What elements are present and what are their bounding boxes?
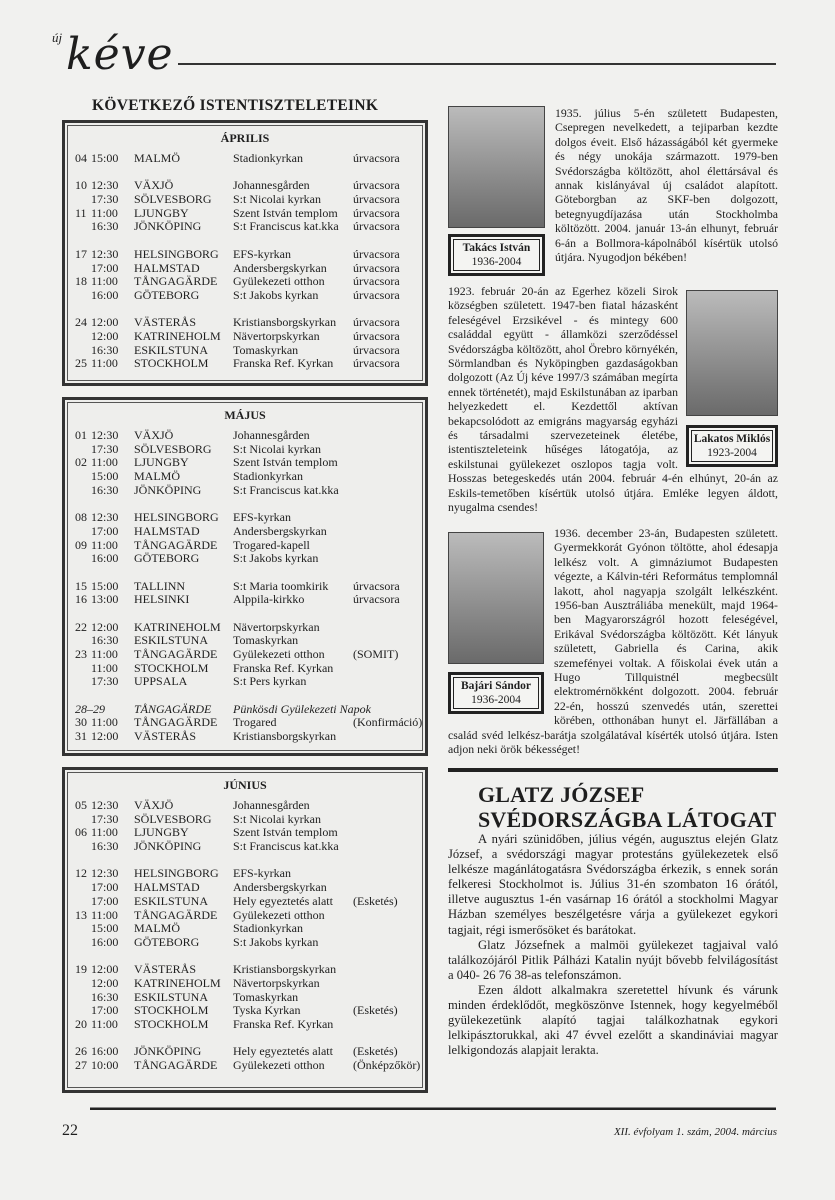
service-row bbox=[73, 963, 417, 977]
service-time: 17:00 bbox=[91, 893, 119, 908]
service-day: 31 bbox=[75, 729, 87, 744]
service-time: 12:00 bbox=[91, 729, 119, 744]
service-city: STOCKHOLM bbox=[134, 660, 209, 675]
spacer bbox=[73, 166, 417, 180]
service-place: Nävertorpskyrkan bbox=[233, 328, 320, 343]
service-place: Andersbergskyrkan bbox=[233, 880, 327, 895]
service-row bbox=[73, 813, 417, 827]
service-city: MALMÖ bbox=[134, 469, 181, 484]
page-number: 22 bbox=[62, 1122, 78, 1139]
service-place: S:t Nicolai kyrkan bbox=[233, 441, 321, 456]
service-city: VÄXJÖ bbox=[134, 178, 174, 193]
service-city: TALLINN bbox=[134, 578, 186, 593]
service-row bbox=[73, 316, 417, 330]
service-place: S:t Franciscus kat.kka bbox=[233, 482, 339, 497]
service-city: STOCKHOLM bbox=[134, 1003, 209, 1018]
service-time: 17:00 bbox=[91, 1003, 119, 1018]
service-day: 12 bbox=[75, 866, 87, 881]
service-place: S:t Jakobs kyrkan bbox=[233, 934, 319, 949]
service-note: úrvacsora bbox=[353, 315, 400, 330]
service-time: 16:30 bbox=[91, 482, 119, 497]
service-day: 16 bbox=[75, 592, 87, 607]
service-note: (Esketés) bbox=[353, 893, 398, 908]
service-time: 11:00 bbox=[91, 907, 118, 922]
service-row bbox=[73, 179, 417, 193]
service-place: S:t Pers kyrkan bbox=[233, 674, 307, 689]
service-place: Franska Ref. Kyrkan bbox=[233, 660, 334, 675]
service-city: LJUNGBY bbox=[134, 455, 189, 470]
service-city: TÅNGAGÄRDE bbox=[134, 701, 212, 716]
month-title: ÁPRILIS bbox=[220, 131, 270, 145]
article-body bbox=[448, 832, 778, 1058]
spacer bbox=[73, 950, 417, 964]
service-note: (Esketés) bbox=[353, 1003, 398, 1018]
service-time: 12:00 bbox=[91, 619, 119, 634]
page-title: KÖVETKEZŐ ISTENTISZTELETEINK bbox=[92, 97, 379, 114]
obituary-lakatos bbox=[448, 284, 778, 526]
service-time: 11:00 bbox=[91, 1017, 118, 1031]
service-time: 17:30 bbox=[91, 811, 119, 826]
service-time: 12:00 bbox=[91, 328, 119, 343]
service-day: 06 bbox=[75, 825, 87, 840]
service-city: HALMSTAD bbox=[134, 523, 200, 538]
service-time: 12:30 bbox=[91, 428, 119, 442]
service-place: Tomaskyrkan bbox=[233, 633, 299, 648]
service-day: 24 bbox=[75, 315, 87, 330]
service-time: 10:00 bbox=[91, 1058, 119, 1073]
service-day: 27 bbox=[75, 1058, 87, 1073]
service-time: 16:30 bbox=[91, 839, 119, 854]
service-time: 12:30 bbox=[91, 798, 119, 812]
service-note: (SOMIT) bbox=[353, 647, 399, 661]
service-place: Gyülekezeti otthon bbox=[233, 907, 325, 922]
service-place: Andersbergskyrkan bbox=[233, 523, 327, 538]
service-place: S:t Nicolai kyrkan bbox=[233, 811, 321, 826]
service-place: Gyülekezeti otthon bbox=[233, 274, 325, 289]
month-title: JÚNIUS bbox=[223, 778, 267, 792]
service-place: Andersbergskyrkan bbox=[233, 260, 327, 275]
name-caption: Takács István 1936-2004 bbox=[448, 234, 545, 276]
service-city: KATRINEHOLM bbox=[134, 619, 221, 634]
service-city: HELSINKI bbox=[134, 592, 190, 607]
portrait-photo bbox=[448, 106, 545, 228]
service-time: 15:00 bbox=[91, 578, 119, 593]
service-row bbox=[73, 525, 417, 539]
spacer bbox=[73, 607, 417, 621]
schedule-april bbox=[62, 120, 428, 386]
service-city: VÄSTERÅS bbox=[134, 315, 197, 330]
obituaries bbox=[448, 106, 778, 757]
service-note: úrvacsora bbox=[353, 219, 400, 234]
obituary-bajari bbox=[448, 526, 778, 757]
obituary-text: 1923. február 20-án az Egerhez közeli Sirok községben született. 1947-ben fiatal házasként feleségével Erzsikével - és mintegy 600 családdal együtt - államközi szerződéssel Svédországba költözött, ahol Örebro környékén, Sörmlandban és Nyköpingben gazdaságokban dolgozott (Az Új kéve 1997/3 számában megírta ennek történetét), majd Eskilstunában az iparban helyezkedett el. Kezdettől aktívan bekapcsolódott az emigráns magyarság egyházi és társadalmi szervezeteinek életébe, istentiszteleteink hűséges látogatója, az eskilstunai gyülekezet oszlopos tagja volt. Hosszas betegeskedés után 2004. február 4-én elhúnyt, 20-án az Eskils-temetőben kísértük utolsó útjára. Emléke legyen áldott, nyugalma csendes! bbox=[448, 284, 778, 515]
service-time: 12:00 bbox=[91, 315, 119, 330]
service-city: SÖLVESBORG bbox=[134, 192, 212, 207]
service-city: ESKILSTUNA bbox=[134, 342, 208, 357]
service-row bbox=[73, 552, 417, 566]
service-row bbox=[73, 991, 417, 1005]
service-time: 16:30 bbox=[91, 219, 119, 234]
service-time: 15:00 bbox=[91, 469, 119, 484]
service-time: 16:00 bbox=[91, 287, 119, 302]
service-row bbox=[73, 443, 417, 457]
service-time: 16:00 bbox=[91, 551, 119, 566]
service-place: S:t Nicolai kyrkan bbox=[233, 192, 321, 207]
service-row bbox=[73, 470, 417, 484]
service-row bbox=[73, 730, 417, 744]
service-day: 15 bbox=[75, 578, 87, 593]
service-time: 16:30 bbox=[91, 989, 119, 1004]
service-place: Hely egyeztetés alatt bbox=[233, 893, 333, 908]
service-place: Stadionkyrkan bbox=[233, 469, 303, 484]
service-day: 08 bbox=[75, 510, 87, 525]
service-note: úrvacsora bbox=[353, 192, 400, 207]
service-time: 12:30 bbox=[91, 178, 119, 193]
service-place: Gyülekezeti otthon bbox=[233, 647, 325, 661]
service-city: GÖTEBORG bbox=[134, 934, 200, 949]
logo: kéve bbox=[66, 29, 174, 80]
service-city: MALMÖ bbox=[134, 151, 181, 165]
service-day: 19 bbox=[75, 962, 87, 977]
service-time: 16:00 bbox=[91, 934, 119, 949]
article-title: GLATZ JÓZSEF SVÉDORSZÁGBA LÁTOGAT bbox=[478, 782, 777, 832]
service-place: Johannesgården bbox=[233, 178, 310, 193]
service-place: Stadionkyrkan bbox=[233, 921, 303, 936]
service-day: 09 bbox=[75, 537, 87, 552]
service-day: 30 bbox=[75, 715, 87, 730]
service-row bbox=[73, 675, 417, 689]
service-place: Trogared bbox=[233, 715, 277, 730]
service-row bbox=[73, 262, 417, 276]
logo-small: új bbox=[52, 30, 63, 45]
service-time: 12:30 bbox=[91, 246, 119, 261]
service-row bbox=[73, 799, 417, 813]
service-city: VÄXJÖ bbox=[134, 428, 174, 442]
spacer bbox=[73, 566, 417, 580]
service-place: Tomaskyrkan bbox=[233, 342, 299, 357]
service-time: 11:00 bbox=[91, 356, 118, 371]
service-place: S:t Jakobs kyrkan bbox=[233, 287, 319, 302]
service-place: Kristiansborgskyrkan bbox=[233, 315, 337, 330]
service-city: HALMSTAD bbox=[134, 880, 200, 895]
service-time: 16:30 bbox=[91, 342, 119, 357]
service-row bbox=[73, 621, 417, 635]
service-place: Tomaskyrkan bbox=[233, 989, 299, 1004]
service-row bbox=[73, 1058, 421, 1073]
service-time: 17:30 bbox=[91, 441, 119, 456]
service-city: JÖNKÖPING bbox=[134, 482, 202, 497]
service-note: (Önképzőkör) bbox=[353, 1058, 421, 1073]
service-city: MALMÖ bbox=[134, 921, 181, 936]
service-time: 12:30 bbox=[91, 510, 119, 525]
service-day: 13 bbox=[75, 907, 87, 922]
service-city: ESKILSTUNA bbox=[134, 893, 208, 908]
service-place: Szent István templom bbox=[233, 825, 338, 840]
portrait-photo bbox=[686, 290, 778, 416]
service-day: 02 bbox=[75, 455, 87, 470]
service-row bbox=[73, 840, 417, 854]
service-row bbox=[73, 662, 417, 676]
section-divider bbox=[448, 768, 778, 772]
service-city: LJUNGBY bbox=[134, 205, 189, 220]
obituary-takacs bbox=[448, 106, 778, 284]
service-row bbox=[73, 289, 417, 303]
service-row bbox=[73, 152, 417, 166]
service-place: Stadionkyrkan bbox=[233, 151, 303, 165]
service-place: Szent István templom bbox=[233, 205, 338, 220]
service-city: VÄSTERÅS bbox=[134, 962, 197, 977]
service-row bbox=[73, 275, 417, 289]
service-row bbox=[73, 1045, 417, 1059]
service-note: úrvacsora bbox=[353, 205, 400, 220]
spacer bbox=[73, 854, 417, 868]
service-city: TÅNGAGÄRDE bbox=[134, 537, 218, 552]
service-note: úrvacsora bbox=[353, 356, 400, 371]
service-place: Gyülekezeti otthon bbox=[233, 1058, 325, 1073]
service-time: 11:00 bbox=[91, 715, 118, 730]
service-city: HELSINGBORG bbox=[134, 866, 219, 881]
service-city: KATRINEHOLM bbox=[134, 328, 221, 343]
service-note: úrvacsora bbox=[353, 578, 400, 593]
service-place: Johannesgården bbox=[233, 798, 310, 812]
obituary-text: 1936. december 23-án, Budapesten született. Gyermekkorát Gyónon töltötte, ahol édesapja lelkész volt. A gimnáziumot Budapesten végezte, a Kálvin-téri Református templomnál lakott, ahol nagyapja szolgált lelkészként. 1956-ban Ausztráliába menekült, majd 1964-ben Magyarországról hozott feleségével, Erikával Svédországba költözött. Két lányuk született, Gabriella és Carina, akik szemefényei voltak. A főiskolai évek után a Hugo Tillquistnél megbecsült elektromérnökként dolgozott. 2004. február 22-én, hosszú szenvedés után, szerettei körében, otthonában hunyt el. Järfällában a család svéd lelkész-barátja szolgálatával kísérték utolsó útjára. Isten adjon neki örök békességet! bbox=[448, 526, 778, 757]
service-row bbox=[73, 344, 417, 358]
service-row bbox=[73, 248, 417, 262]
service-city: HELSINGBORG bbox=[134, 246, 219, 261]
service-place: Tyska Kyrkan bbox=[233, 1003, 301, 1018]
service-row bbox=[73, 715, 423, 730]
service-place: EFS-kyrkan bbox=[233, 246, 291, 261]
article-paragraph: A nyári szünidőben, július végén, augusztus elején Glatz József, a svédországi magyar protestáns gyülekezetek első lelkésze magánlátogatásra Svédországba érkezik, s ennek során felkeresi Stockholmot is. Július 31-én szombaton 16 órától, illetve augusztus 1-én vasárnap 16 órától a stockholmi Magyar Házban személyes beszélgetésre várja a gyülekezet egykori tagjait, régi ismerősöket és barátokat. bbox=[448, 832, 778, 937]
service-place: Johannesgården bbox=[233, 428, 310, 442]
service-row bbox=[73, 922, 417, 936]
service-note: úrvacsora bbox=[353, 592, 400, 607]
service-time: 15:00 bbox=[91, 921, 119, 936]
service-day: 28–29 bbox=[75, 701, 105, 716]
service-day: 22 bbox=[75, 619, 87, 634]
service-city: GÖTEBORG bbox=[134, 551, 200, 566]
service-time: 13:00 bbox=[91, 592, 119, 607]
service-place: S:t Jakobs kyrkan bbox=[233, 551, 319, 566]
service-row bbox=[73, 909, 417, 923]
portrait-photo bbox=[448, 532, 544, 664]
service-place: EFS-kyrkan bbox=[233, 866, 291, 881]
service-row bbox=[73, 648, 417, 662]
service-place: S:t Franciscus kat.kka bbox=[233, 219, 339, 234]
service-city: STOCKHOLM bbox=[134, 1017, 209, 1031]
service-note: (Esketés) bbox=[353, 1044, 398, 1059]
header-rule bbox=[178, 63, 776, 65]
service-row bbox=[73, 207, 417, 221]
service-city: GÖTEBORG bbox=[134, 287, 200, 302]
service-row bbox=[73, 895, 417, 909]
service-note: úrvacsora bbox=[353, 151, 400, 165]
article-paragraph: Glatz Józsefnek a malmöi gyülekezet tagjaival való találkozójáról Pitlik Pálházi Katalin nyújt bővebb felvilágosítást a 040- 26 76 38-as telefonszámon. bbox=[448, 937, 778, 982]
service-place: Nävertorpskyrkan bbox=[233, 619, 320, 634]
service-row bbox=[73, 357, 417, 371]
name-caption: Lakatos Miklós 1923-2004 bbox=[686, 425, 778, 467]
service-time: 12:00 bbox=[91, 975, 119, 990]
service-time: 16:30 bbox=[91, 633, 119, 648]
service-place: Hely egyeztetés alatt bbox=[233, 1044, 333, 1059]
service-city: TÅNGAGÄRDE bbox=[134, 715, 218, 730]
service-time: 11:00 bbox=[91, 205, 118, 220]
service-time: 12:30 bbox=[91, 866, 119, 881]
service-time: 11:00 bbox=[91, 537, 118, 552]
service-city: VÄSTERÅS bbox=[134, 729, 197, 744]
spacer bbox=[73, 234, 417, 248]
service-day: 04 bbox=[75, 151, 87, 165]
service-city: TÅNGAGÄRDE bbox=[134, 647, 218, 661]
service-row bbox=[73, 330, 417, 344]
service-city: SÖLVESBORG bbox=[134, 441, 212, 456]
spacer bbox=[73, 689, 417, 703]
service-place: S:t Franciscus kat.kka bbox=[233, 839, 339, 854]
issue-info: XII. évfolyam 1. szám, 2004. március bbox=[613, 1126, 777, 1138]
month-title: MÁJUS bbox=[224, 408, 266, 422]
service-row bbox=[73, 193, 417, 207]
service-row bbox=[73, 511, 417, 525]
service-place: Szent István templom bbox=[233, 455, 338, 470]
service-time: 11:00 bbox=[91, 660, 118, 675]
service-row bbox=[73, 456, 417, 470]
service-time: 17:30 bbox=[91, 674, 119, 689]
service-time: 11:00 bbox=[91, 825, 118, 840]
service-row bbox=[73, 867, 417, 881]
service-time: 17:00 bbox=[91, 523, 119, 538]
service-place: Kristiansborgskyrkan bbox=[233, 729, 337, 744]
service-city: JÖNKÖPING bbox=[134, 1044, 202, 1059]
service-place: EFS-kyrkan bbox=[233, 510, 291, 525]
service-day: 11 bbox=[75, 205, 87, 220]
service-row bbox=[73, 484, 417, 498]
service-time: 17:00 bbox=[91, 880, 119, 895]
service-city: JÖNKÖPING bbox=[134, 219, 202, 234]
service-day: 26 bbox=[75, 1044, 87, 1059]
service-day: 23 bbox=[75, 647, 87, 661]
service-row bbox=[73, 936, 417, 950]
service-city: TÅNGAGÄRDE bbox=[134, 1058, 218, 1073]
service-city: JÖNKÖPING bbox=[134, 839, 202, 854]
service-row bbox=[73, 539, 417, 553]
service-note: úrvacsora bbox=[353, 342, 400, 357]
service-place: Kristiansborgskyrkan bbox=[233, 962, 337, 977]
service-time: 11:00 bbox=[91, 455, 118, 470]
spacer bbox=[73, 303, 417, 317]
service-city: ESKILSTUNA bbox=[134, 633, 208, 648]
service-row bbox=[73, 220, 417, 234]
service-city: STOCKHOLM bbox=[134, 356, 209, 371]
service-day: 10 bbox=[75, 178, 87, 193]
service-row bbox=[73, 593, 417, 607]
service-city: TÅNGAGÄRDE bbox=[134, 907, 218, 922]
obituary-text: 1935. július 5-én született Budapesten, Csepregen nevelkedett, a tejiparban kezdte dolgos éveit. Első házasságából két gyermeke és négy unokája származott. 1979-ben Svédországba költözött, ahol élettársával és annak kislányával új családot alapított. Göteborgban az SKF-ben dolgozott, betegnyugdíjazása után Stockholmba költözött. 2004. január 13-án elhunyt, február 6-án a Bollmora-kápolnából kísértük utolsó útjára. Nyugodjon békében! bbox=[555, 106, 778, 265]
service-place: S:t Maria toomkirik bbox=[233, 578, 329, 593]
service-city: SÖLVESBORG bbox=[134, 811, 212, 826]
service-time: 11:00 bbox=[91, 274, 118, 289]
service-day: 01 bbox=[75, 428, 87, 442]
service-place: Franska Ref. Kyrkan bbox=[233, 1017, 334, 1031]
service-note: úrvacsora bbox=[353, 260, 400, 275]
service-time: 15:00 bbox=[91, 151, 119, 165]
service-place: Nävertorpskyrkan bbox=[233, 975, 320, 990]
service-row bbox=[73, 826, 417, 840]
service-day: 25 bbox=[75, 356, 87, 371]
service-city: UPPSALA bbox=[134, 674, 188, 689]
service-day: 05 bbox=[75, 798, 87, 812]
service-city: HALMSTAD bbox=[134, 260, 200, 275]
service-city: KATRINEHOLM bbox=[134, 975, 221, 990]
service-time: 17:00 bbox=[91, 260, 119, 275]
service-row bbox=[73, 634, 417, 648]
footer-rule bbox=[90, 1107, 776, 1110]
service-time: 11:00 bbox=[91, 647, 118, 661]
service-note: úrvacsora bbox=[353, 328, 400, 343]
service-time: 17:30 bbox=[91, 192, 119, 207]
spacer bbox=[73, 497, 417, 511]
service-city: ESKILSTUNA bbox=[134, 989, 208, 1004]
spacer bbox=[73, 1032, 417, 1046]
service-city: VÄXJÖ bbox=[134, 798, 174, 812]
service-city: TÅNGAGÄRDE bbox=[134, 274, 218, 289]
service-row bbox=[73, 881, 417, 895]
service-day: 17 bbox=[75, 246, 87, 261]
article-paragraph: Ezen áldott alkalmakra szeretettel hívunk és várunk minden érdeklődőt, megköszönve Istennek, hogy kegyelméből gyülekezetünk alapító tagjai találkozhatnak egykori lelkipásztorukkal, aki 47 évvel ezelőtt a skandináviai magyar lelkigondozás alapjait lerakta. bbox=[448, 982, 778, 1058]
service-row bbox=[73, 1018, 417, 1032]
service-city: LJUNGBY bbox=[134, 825, 189, 840]
service-place: Franska Ref. Kyrkan bbox=[233, 356, 334, 371]
service-note: úrvacsora bbox=[353, 274, 400, 289]
service-row bbox=[73, 977, 417, 991]
service-place: Alppila-kirkko bbox=[233, 592, 305, 607]
service-day: 18 bbox=[75, 274, 87, 289]
service-note: úrvacsora bbox=[353, 287, 400, 302]
service-note: úrvacsora bbox=[353, 246, 400, 261]
service-note: úrvacsora bbox=[353, 178, 400, 193]
service-note: (Konfirmáció) bbox=[353, 715, 423, 730]
service-time: 12:00 bbox=[91, 962, 119, 977]
schedule-june bbox=[62, 767, 428, 1093]
name-caption: Bajári Sándor 1936-2004 bbox=[448, 672, 544, 714]
service-row bbox=[73, 580, 417, 594]
service-city: HELSINGBORG bbox=[134, 510, 219, 525]
service-place: Trogared-kapell bbox=[233, 537, 310, 552]
service-place: Pünkösdi Gyülekezeti Napok bbox=[233, 701, 371, 716]
service-time: 16:00 bbox=[91, 1044, 119, 1059]
service-row bbox=[73, 429, 417, 443]
service-day: 20 bbox=[75, 1017, 87, 1031]
service-row bbox=[73, 703, 417, 717]
service-row bbox=[73, 1004, 417, 1018]
schedule-may bbox=[62, 397, 428, 756]
